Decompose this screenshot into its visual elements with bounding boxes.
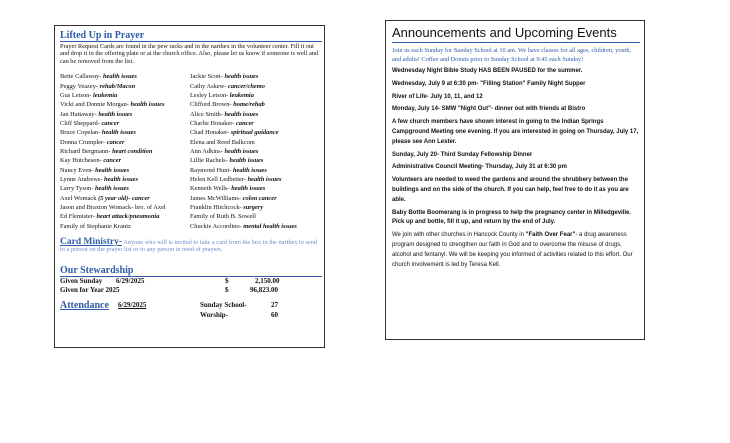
announcement-item: Volunteers are needed to weed the gardens and around the shrubbery between the buildings and on the side of the church. If you can help, feel free to do it as you are able. (392, 177, 629, 203)
given-sunday-currency: $ (225, 277, 229, 285)
prayer-list-item (60, 184, 190, 193)
prayer-name: Richard Bergmann- (60, 147, 111, 155)
prayer-name: Lynne Andrews- (60, 176, 103, 183)
prayer-list-item (60, 166, 190, 175)
prayer-name: Family of Stephanie Krantz (60, 222, 131, 230)
prayer-title: Lifted Up in Prayer (60, 30, 145, 41)
prayer-condition: colon cancer (242, 194, 277, 202)
faith-over-fear-post: - a drug awareness program designed to strengthen our faith in God and to overcome the misuse of drugs, alcohol and fentanyl. We will be keeping you informed of activities related to this effort. Our church involvement is led by Teresa Kell. (392, 232, 633, 268)
prayer-condition: cancer/chemo (228, 82, 265, 90)
prayer-condition: health issues (98, 110, 133, 118)
prayer-condition: health issues (95, 166, 130, 174)
prayer-list-item (60, 91, 190, 100)
prayer-list-item (190, 166, 325, 175)
prayer-name: Vicki and Donnie Morgan- (60, 101, 129, 109)
prayer-list-item (60, 100, 190, 109)
prayer-name: Axel Womack (60, 194, 97, 202)
prayer-name: Ann Adkins- (190, 147, 223, 155)
prayer-name: Lillie Rachels- (190, 157, 228, 165)
prayer-condition: health issues (224, 147, 259, 155)
prayer-list-item (190, 175, 325, 184)
prayer-name: Helen Kell Ledbetter- (190, 176, 246, 183)
prayer-name: Bette Callaway- (60, 73, 102, 81)
prayer-condition: rehab/Macon (99, 82, 136, 90)
prayer-list-item (190, 203, 325, 212)
prayer-condition: health issues (224, 110, 259, 118)
prayer-name: Jackie Scott- (190, 73, 223, 81)
prayer-condition: (5 year old)- cancer (98, 194, 150, 202)
prayer-name: Cliff Sheppard- (60, 119, 100, 127)
given-year-currency: $ (225, 286, 229, 294)
prayer-name: Franklin Hitchcock- (190, 204, 242, 212)
prayer-condition: health issues (104, 176, 138, 183)
prayer-list-item (60, 222, 190, 231)
prayer-condition: health issues (224, 73, 259, 81)
faith-over-fear-item (392, 231, 640, 270)
prayer-name: Lesley Letson- (190, 91, 229, 99)
prayer-list-item (60, 82, 190, 91)
prayer-name: Jason and Braxton Womack- bro. of Axel (60, 204, 166, 212)
prayer-name: Family of Ruth B. Sowell (190, 213, 256, 221)
given-year-amount: 96,823.00 (250, 286, 278, 294)
prayer-list-item (190, 91, 325, 100)
prayer-bulletin-panel (54, 25, 325, 348)
given-sunday-row (60, 277, 322, 286)
given-sunday-amount: 2,150.00 (255, 277, 280, 285)
announcements-intro: Join us each Sunday for Sunday School at 10 am. We have classes for all ages, children, youth, and adults! Coffee and Donuts prior to Sunday School at 9:45 each Sunday! (392, 47, 632, 63)
prayer-condition: home/rehab (233, 101, 265, 109)
prayer-list-item (190, 72, 325, 81)
announcement-item: Wednesday, July 9 at 6:30 pm- "Filling Station" Family Night Supper (392, 80, 586, 87)
prayer-name: Jan Hattaway- (60, 110, 97, 118)
prayer-condition: health issues (102, 73, 137, 81)
prayer-name: Larry Tyson- (60, 185, 94, 193)
prayer-condition: cancer (236, 119, 254, 127)
prayer-condition: mental health issues (243, 222, 297, 230)
prayer-condition: health issues (247, 176, 282, 183)
prayer-condition: heart attack/pneumonia (96, 213, 160, 221)
announcements-title: Announcements and Upcoming Events (392, 25, 617, 40)
stewardship-section (60, 265, 322, 295)
prayer-condition: health issues (229, 157, 264, 165)
announcement-item: A few church members have shown interest in going to the Indian Springs Campground Meeting one evening. If you are interested in going on Thursday, July 17, please see Ann Lester. (392, 119, 639, 145)
prayer-list-item (190, 138, 325, 147)
prayer-name: Ed Flemister- (60, 213, 95, 221)
announcement-item: Sunday, July 20- Third Sunday Fellowship Dinner (392, 151, 533, 158)
faith-over-fear-bold: "Faith Over Fear" (525, 232, 576, 239)
prayer-list-item (190, 194, 325, 203)
prayer-list-item (190, 128, 325, 137)
prayer-list-item (60, 110, 190, 119)
prayer-list-item (190, 156, 325, 165)
prayer-name: Raymond Hunt- (190, 166, 232, 174)
sunday-school-value: 27 (271, 301, 278, 309)
prayer-list-item (60, 156, 190, 165)
prayer-name: Chad Honaker- (190, 129, 230, 137)
prayer-name: Alice Smith- (190, 110, 223, 118)
prayer-list-item (190, 110, 325, 119)
prayer-list (60, 72, 322, 231)
prayer-condition: health issues (130, 101, 165, 109)
prayer-condition: surgery (243, 204, 264, 212)
faith-over-fear-pre: We join with other churches in Hancock County in (392, 232, 526, 239)
prayer-condition: health issues (101, 129, 136, 137)
prayer-condition: cancer (101, 119, 120, 127)
prayer-condition: health issues (231, 185, 266, 193)
announcement-item: Administrative Council Meeting- Thursday, July 31 at 6:30 pm (392, 164, 567, 171)
prayer-condition: spiritual guidance (230, 129, 279, 137)
prayer-list-item (60, 212, 190, 221)
prayer-name: Elena and Reed Balkcom (190, 138, 255, 146)
prayer-name: Kenneth Wells- (190, 185, 230, 193)
prayer-list-item (60, 138, 190, 147)
attendance-title: Attendance (60, 300, 109, 311)
prayer-list-item (190, 82, 325, 91)
prayer-section (60, 30, 322, 231)
given-year-row (60, 286, 322, 295)
prayer-condition: leukemia (229, 91, 254, 99)
given-year-label: Given for Year 2025 (60, 286, 120, 294)
prayer-name: Gus Letson- (60, 91, 92, 99)
prayer-list-item (190, 184, 325, 193)
announcements-section (392, 25, 640, 270)
announcement-item: Baby Bottle Boomerang is in progress to help the pregnancy center in Milledgeville. Pick up and bottle, fill it up, and return by the end of July. (392, 209, 632, 226)
prayer-list-item (190, 119, 325, 128)
prayer-condition: cancer (103, 157, 122, 165)
card-ministry-text (60, 239, 322, 254)
prayer-name: Donna Crumpler- (60, 138, 106, 146)
prayer-name: Cathy Askew- (190, 82, 227, 90)
prayer-list-item (60, 147, 190, 156)
announcement-item: Wednesday Night Bible Study HAS BEEN PAUSED for the summer. (392, 68, 583, 74)
prayer-list-item (60, 203, 190, 212)
announcement-list (392, 67, 640, 228)
announcement-item: Monday, July 14- SMW "Night Out"- dinner out with friends at Bistro (392, 106, 586, 113)
prayer-name: Chuckie Accordino- (190, 222, 242, 230)
prayer-list-item (60, 128, 190, 137)
worship-label: Worship- (200, 311, 229, 319)
prayer-name: Nancy Even- (60, 166, 94, 174)
card-ministry-section (60, 239, 322, 254)
prayer-list-item (190, 212, 325, 221)
card-ministry-description: Anyone who will is invited to take a card from the box in the narthex to send to a person on the prayer list or to any person in need of prayers. (60, 239, 318, 254)
given-sunday-date: 6/29/2025 (116, 277, 145, 285)
announcements-rule (392, 42, 640, 43)
given-sunday-label: Given Sunday (60, 277, 103, 285)
prayer-list-item (60, 194, 190, 203)
stewardship-title: Our Stewardship (60, 265, 134, 276)
prayer-condition: leukemia (93, 91, 118, 99)
prayer-intro: Prayer Request Cards are found in the pew racks and in the narthex in the volunteer center. Fill it out and drop it in the offering plate or at the church office. Also, please let us know if someone is well and can be removed from the list. (60, 43, 319, 65)
attendance-date: 6/29/2025 (118, 301, 147, 309)
announcement-item: River of Life- July 10, 11, and 12 (392, 93, 483, 100)
prayer-list-item (190, 100, 325, 109)
prayer-name: Clifford Brown- (190, 101, 232, 109)
announcements-panel (385, 20, 645, 340)
prayer-title-rule (60, 41, 322, 42)
prayer-condition: health issues (94, 185, 129, 193)
worship-value: 60 (271, 311, 278, 319)
sunday-school-label: Sunday School- (200, 301, 247, 309)
prayer-name: Peggy Veazey- (60, 82, 99, 90)
card-ministry-title: Card Ministry- (60, 237, 123, 247)
prayer-list-item (60, 119, 190, 128)
prayer-name: Kay Hutcheson- (60, 157, 102, 165)
attendance-section (60, 300, 322, 324)
prayer-name: Charlie Honaker- (190, 119, 235, 127)
prayer-list-item (190, 222, 325, 231)
prayer-list-item (60, 175, 190, 184)
prayer-condition: heart condition (112, 147, 153, 155)
prayer-list-item (190, 147, 325, 156)
prayer-list-item (60, 72, 190, 81)
prayer-condition: cancer (106, 138, 125, 146)
prayer-name: Bruce Copelan- (60, 129, 101, 137)
prayer-condition: health issues (232, 166, 267, 174)
prayer-name: James McWilliams- (190, 194, 242, 202)
